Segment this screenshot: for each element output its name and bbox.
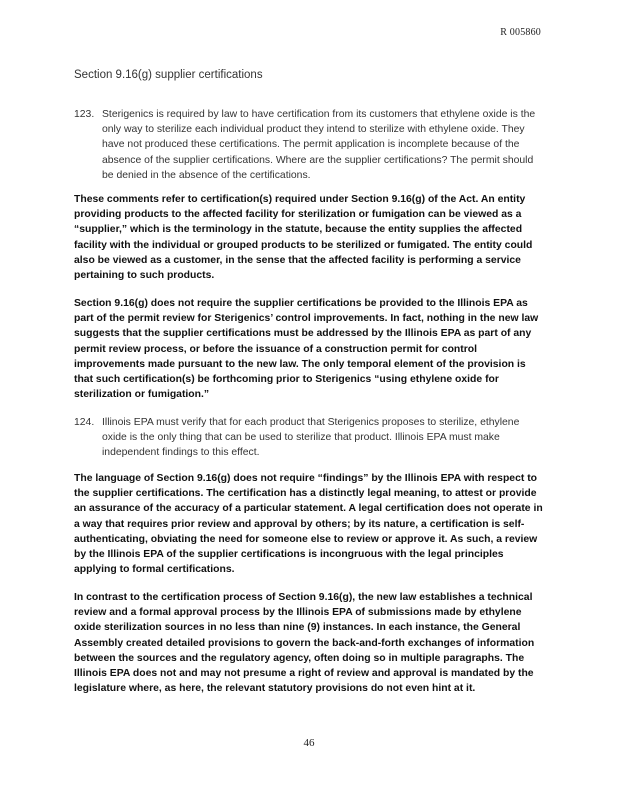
comment-number: 124. [74,417,95,428]
bates-number: R 005860 [500,27,541,38]
comment-123 [74,107,544,183]
comment-number: 123. [74,109,95,120]
comment-124 [74,415,544,461]
response-paragraph-4: In contrast to the certification process of Section 9.16(g), the new law establishes a technical review and a formal approval process by the Illinois EPA of submissions made by ethylene oxide sterilization sources in no less than nine (9) instances. In each instance, the General Assembly created detailed provisions to govern the back-and-forth exchanges of information between the sources and the regulatory agency, often doing so in multiple paragraphs. The Illinois EPA does not and may not presume a right of review and approval is mandated by the legislature where, as here, the relevant statutory provisions do not even hint at it. [74,592,535,695]
comment-text: Sterigenics is required by law to have certification from its customers that ethylene oxide is the only way to sterilize each individual product they intend to sterilize with ethylene oxide. They have not produced these certifications. The permit application is incomplete because of the absence of the supplier certifications. Where are the supplier certifications? The permit should be denied in the absence of the certifications. [102,109,536,181]
response-paragraph-3: The language of Section 9.16(g) does not require “findings” by the Illinois EPA with respect to the supplier certifications. The certification has a distinctly legal meaning, to attest or provide an assurance of the accuracy of a particular statement. A legal certification does not operate in a way that requires prior review and approval by others; by its nature, a certification is self-authenticating, obviating the need for someone else to review or approve it. As such, a review by the Illinois EPA of the supplier certifications is incongruous with the legal principles applying to formal certifications. [74,473,543,576]
response-paragraph-1: These comments refer to certification(s) required under Section 9.16(g) of the Act. An entity providing products to the affected facility for sterilization or fumigation can be viewed as a “supplier,” which is the terminology in the statute, because the entity supplies the affected facility with the individual or grouped products to be sterilized or fumigated. The entity could also be viewed as a customer, in the sense that the affected facility is performing a service pertaining to such products. [74,194,533,282]
comment-text: Illinois EPA must verify that for each product that Sterigenics proposes to sterilize, ethylene oxide is the only thing that can be used to sterilize that product. Illinois EPA must make independent findings to this effect. [102,417,520,459]
response-paragraph-2: Section 9.16(g) does not require the supplier certifications be provided to the Illinois EPA as part of the permit review for Sterigenics’ control improvements. In fact, nothing in the new law suggests that the supplier certifications must be addressed by the Illinois EPA as part of any permit review process, or before the issuance of a construction permit for control improvements made pursuant to the new law. The only temporal element of the provision is that such certification(s) be forthcoming prior to Sterigenics “using ethylene oxide for sterilization or fumigation.” [74,298,539,401]
section-heading: Section 9.16(g) supplier certifications [74,69,263,81]
page-number: 46 [303,737,315,749]
